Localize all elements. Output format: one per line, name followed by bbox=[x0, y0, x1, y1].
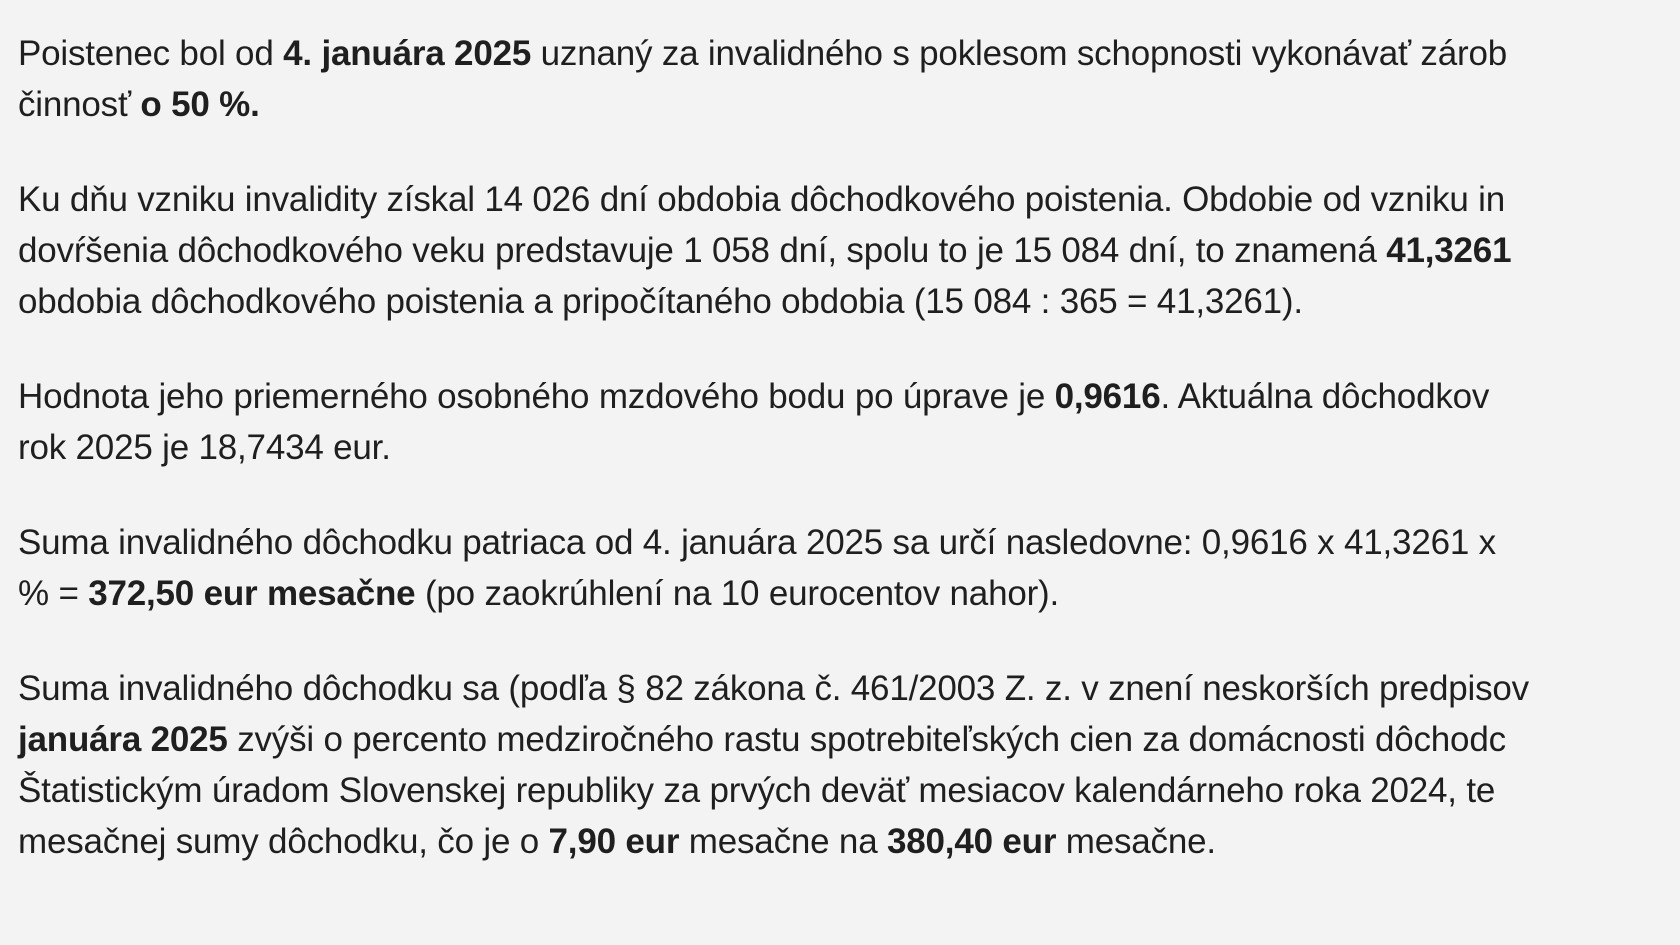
text-line: Suma invalidného dôchodku sa (podľa § 82 zákona č. 461/2003 Z. z. v znení neskorších predpisov bbox=[18, 669, 1529, 708]
paragraph-pension-valorization bbox=[18, 663, 1680, 867]
bold-years-value: 41,3261 bbox=[1386, 231, 1512, 270]
text-line: Štatistickým úradom Slovenskej republiky za prvých deväť mesiacov kalendárneho roka 2024, te bbox=[18, 771, 1496, 810]
text-line: Ku dňu vzniku invalidity získal 14 026 dní obdobia dôchodkového poistenia. Obdobie od vzniku in bbox=[18, 180, 1506, 219]
bold-percentage: o 50 %. bbox=[140, 85, 260, 124]
bold-pension-amount: 372,50 eur mesačne bbox=[88, 574, 416, 613]
text-run: mesačne na bbox=[679, 822, 887, 861]
text-line bbox=[18, 816, 1680, 867]
text-line bbox=[18, 225, 1680, 276]
bold-increase-amount: 7,90 eur bbox=[548, 822, 680, 861]
text-line: rok 2025 je 18,7434 eur. bbox=[18, 428, 391, 467]
text-line bbox=[18, 714, 1680, 765]
bold-date: januára 2025 bbox=[18, 720, 228, 759]
text-run: uznaný za invalidného s poklesom schopnosti vykonávať zárob bbox=[531, 34, 1507, 73]
text-run: zvýši o percento medziročného rastu spotrebiteľských cien za domácnosti dôchodc bbox=[227, 720, 1506, 759]
text-line: obdobia dôchodkového poistenia a pripočítaného obdobia (15 084 : 365 = 41,3261). bbox=[18, 282, 1303, 321]
text-run: Poistenec bol od bbox=[18, 34, 284, 73]
paragraph-invalidity-recognition bbox=[18, 28, 1680, 130]
text-run: mesačne. bbox=[1056, 822, 1216, 861]
text-run: činnosť bbox=[18, 85, 141, 124]
paragraph-insurance-period bbox=[18, 174, 1680, 327]
bold-new-pension-amount: 380,40 eur bbox=[887, 822, 1057, 861]
paragraph-pension-calculation bbox=[18, 517, 1680, 619]
text-line bbox=[18, 568, 1680, 619]
text-line bbox=[18, 28, 1680, 79]
bold-wage-point-value: 0,9616 bbox=[1054, 377, 1161, 416]
text-run: mesačnej sumy dôchodku, čo je o bbox=[18, 822, 549, 861]
text-run: (po zaokrúhlení na 10 eurocentov nahor). bbox=[415, 574, 1060, 613]
text-run: dovŕšenia dôchodkového veku predstavuje 1 058 dní, spolu to je 15 084 dní, to znamená bbox=[18, 231, 1387, 270]
article-body bbox=[18, 28, 1680, 911]
text-line bbox=[18, 79, 1680, 130]
paragraph-wage-point bbox=[18, 371, 1680, 473]
text-line: Suma invalidného dôchodku patriaca od 4. januára 2025 sa určí nasledovne: 0,9616 x 41,3261 x bbox=[18, 523, 1496, 562]
text-run: % = bbox=[18, 574, 89, 613]
text-line bbox=[18, 371, 1680, 422]
text-run: . Aktuálna dôchodkov bbox=[1160, 377, 1490, 416]
text-run: Hodnota jeho priemerného osobného mzdového bodu po úprave je bbox=[18, 377, 1055, 416]
bold-date: 4. januára 2025 bbox=[283, 34, 532, 73]
